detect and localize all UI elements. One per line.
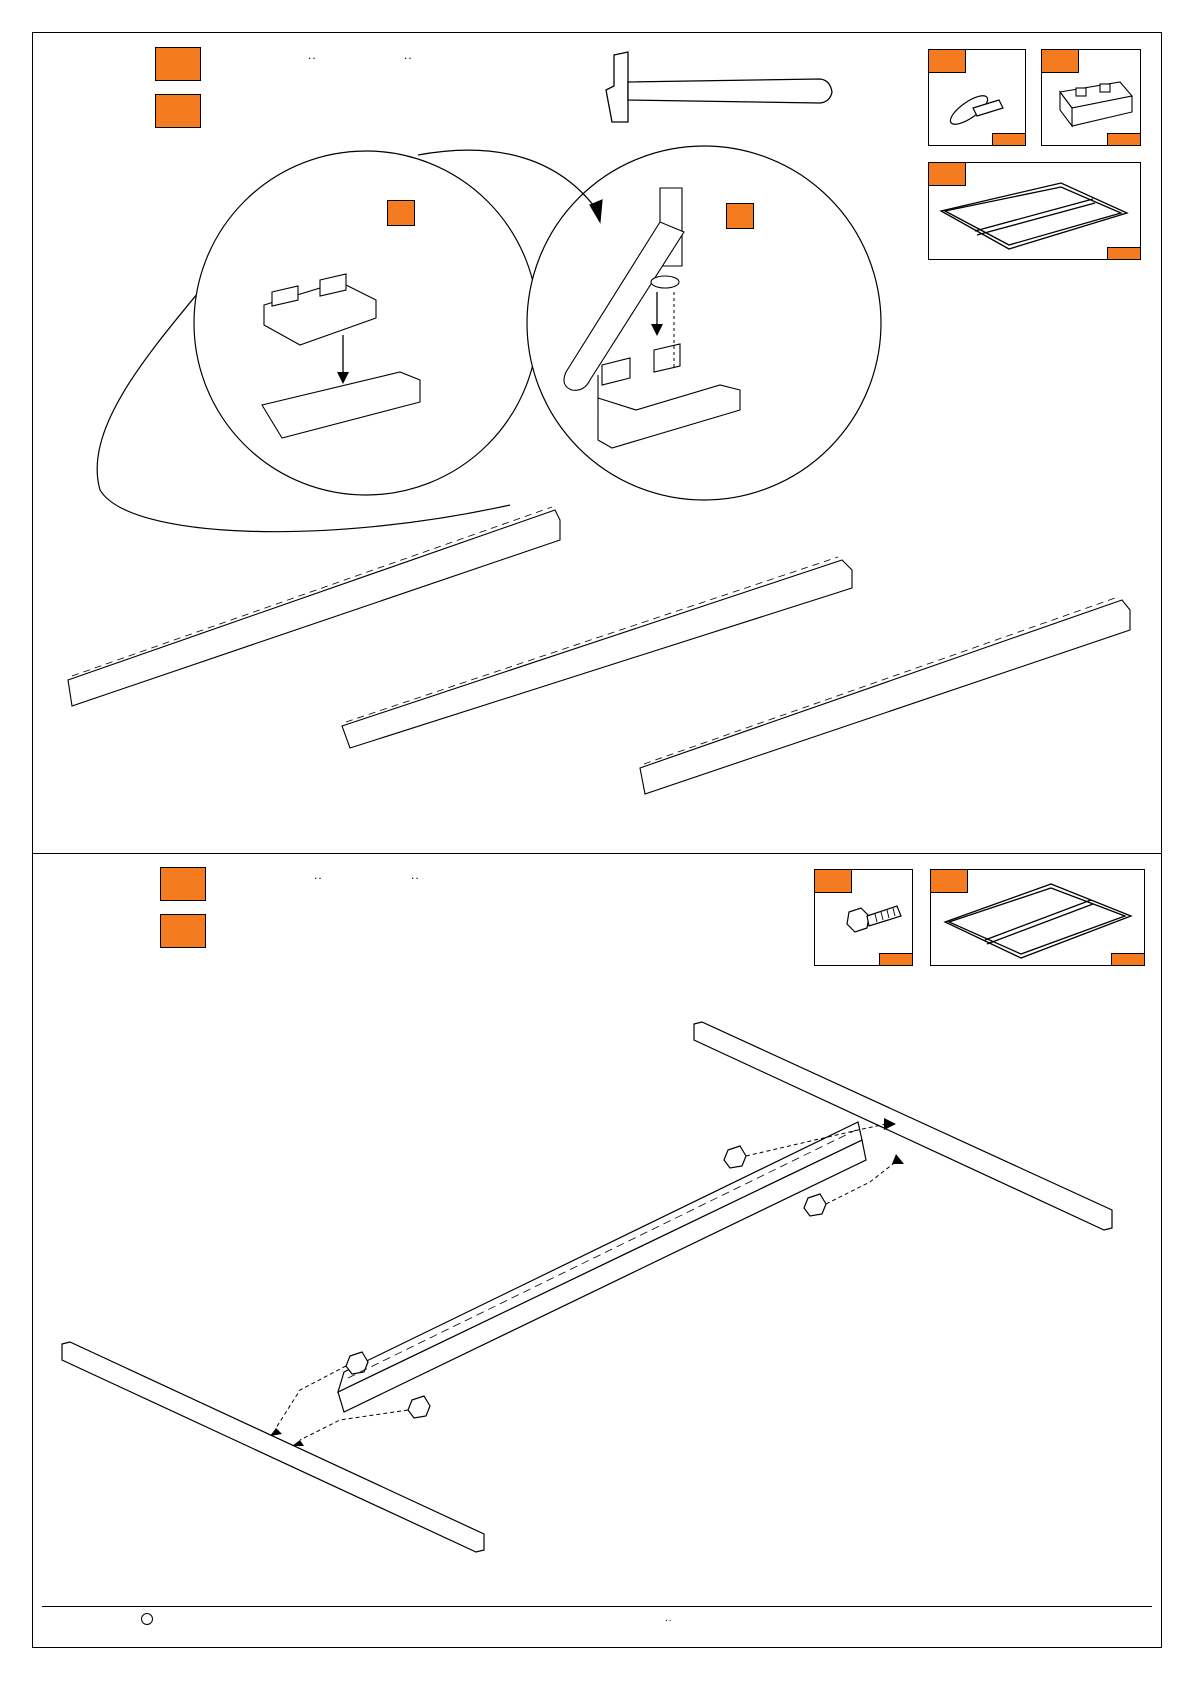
step-1-number-badge <box>155 47 201 81</box>
step-2-mark-b: .. <box>411 868 420 882</box>
page-frame <box>32 32 1162 1648</box>
detail-marker-left <box>387 200 415 226</box>
step-1-mark-a: .. <box>308 48 317 62</box>
part-box-frame-2 <box>930 869 1145 966</box>
part-box-frame <box>928 162 1141 260</box>
step-2-number-badge <box>160 867 206 901</box>
step-1-sub-badge <box>155 94 201 128</box>
footer-mark: .. <box>665 1613 673 1624</box>
step-divider <box>32 853 1162 854</box>
footer-circle-mark <box>141 1613 153 1625</box>
part-box-slat-holder <box>1041 49 1141 146</box>
step-1-mark-b: .. <box>404 48 413 62</box>
part-box-rivet <box>928 49 1026 146</box>
footer-rule <box>42 1606 1152 1607</box>
step-2-sub-badge <box>160 914 206 948</box>
part-box-bolt <box>814 869 913 966</box>
detail-marker-right <box>726 203 754 229</box>
step-2-mark-a: .. <box>314 868 323 882</box>
